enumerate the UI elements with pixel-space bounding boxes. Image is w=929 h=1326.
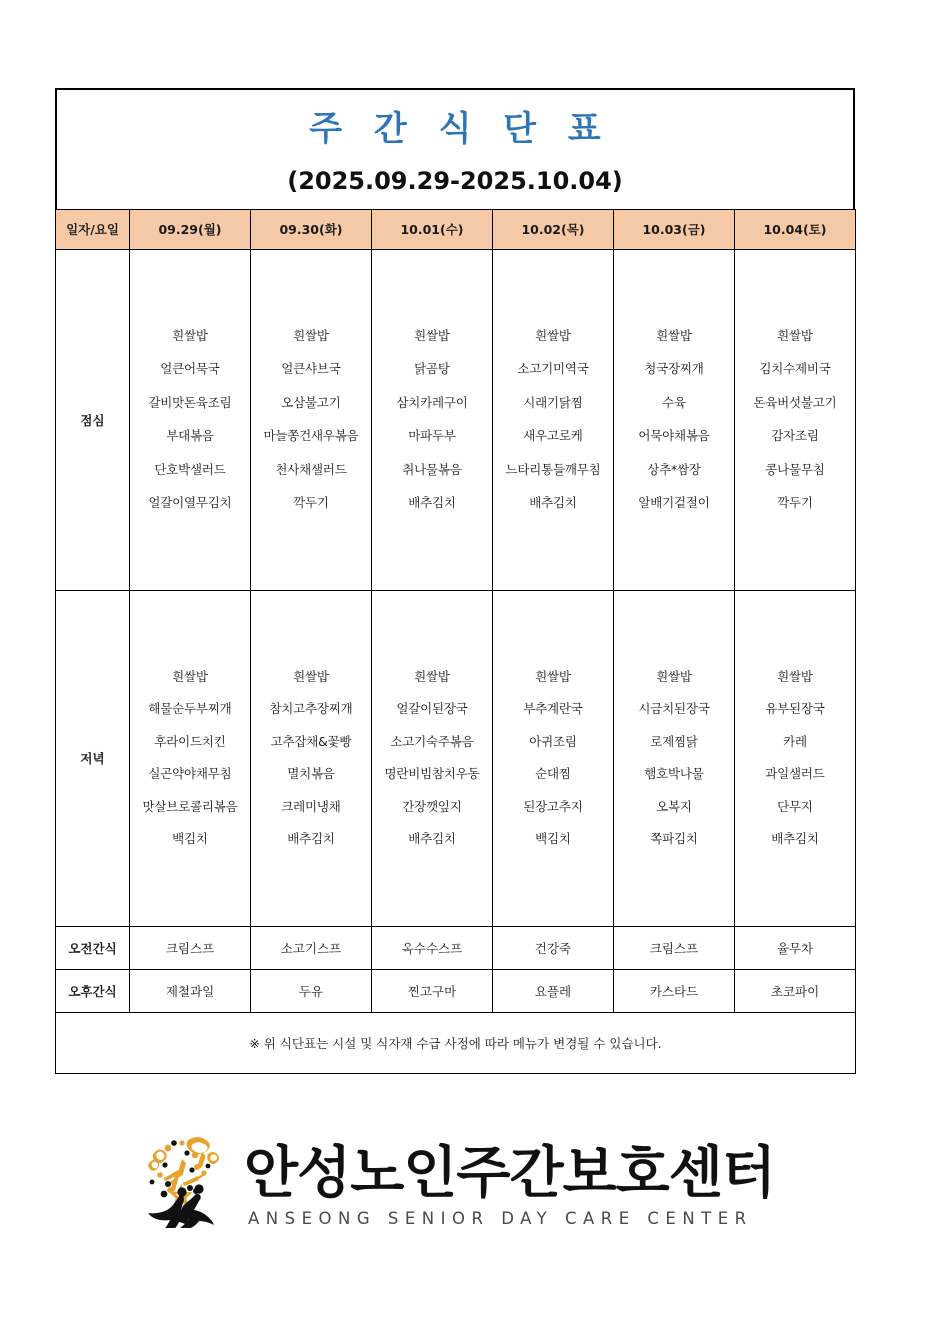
column-header-label: 일자/요일 xyxy=(56,209,130,249)
dish-item: 배추김치 xyxy=(529,495,577,510)
column-header-day-3: 10.01(수) xyxy=(372,209,493,249)
meal-cell-lunch-day-2 xyxy=(251,249,372,590)
dish-item: 해물순두부찌개 xyxy=(148,701,232,716)
meal-cell-dinner-day-3 xyxy=(372,590,493,926)
dish-item: 쪽파김치 xyxy=(650,831,698,846)
dish-item: 취나물볶음 xyxy=(402,461,462,477)
dish-item: 갈비맛돈육조림 xyxy=(148,394,232,410)
snack-cell-morning-day-4: 건강죽 xyxy=(493,926,614,969)
table-row-morning-snack xyxy=(56,926,856,969)
dish-item: 백김치 xyxy=(172,831,208,846)
dish-item: 오삼불고기 xyxy=(281,394,341,410)
meal-cell-lunch-day-1 xyxy=(130,249,251,590)
dish-item: 된장고추지 xyxy=(523,798,583,814)
meal-cell-lunch-day-5 xyxy=(614,249,735,590)
dish-item: 고추잡채&꽃빵 xyxy=(270,733,352,749)
dish-item: 유부된장국 xyxy=(765,701,825,716)
dish-item: 천사채샐러드 xyxy=(275,461,347,477)
row-label-dinner: 저녁 xyxy=(56,590,130,926)
dish-item: 흰쌀밥 xyxy=(535,327,571,343)
row-label-morning-snack: 오전간식 xyxy=(56,926,130,969)
dish-item: 햄호박나물 xyxy=(644,766,704,781)
dish-item: 수육 xyxy=(662,394,686,410)
title-block xyxy=(55,88,855,209)
dish-item: 마늘쫑건새우볶음 xyxy=(263,428,359,443)
dish-item: 부대볶음 xyxy=(166,428,214,443)
column-header-day-2: 09.30(화) xyxy=(251,209,372,249)
snack-cell-afternoon-day-3: 찐고구마 xyxy=(372,969,493,1012)
dish-item: 크레미냉채 xyxy=(281,798,341,814)
dish-item: 아귀조림 xyxy=(529,733,577,749)
dish-item: 청국장찌개 xyxy=(644,361,704,376)
column-header-day-1: 09.29(월) xyxy=(130,209,251,249)
date-range: (2025.09.29-2025.10.04) xyxy=(287,166,623,195)
snack-cell-morning-day-3: 옥수수스프 xyxy=(372,926,493,969)
dish-item: 과일샐러드 xyxy=(765,766,825,781)
meal-cell-dinner-day-4 xyxy=(493,590,614,926)
snack-cell-morning-day-6: 율무차 xyxy=(735,926,856,969)
dish-item: 흰쌀밥 xyxy=(172,668,208,684)
dish-item: 흰쌀밥 xyxy=(293,668,329,684)
dish-item: 마파두부 xyxy=(408,428,456,443)
dish-item: 느타리통들깨무침 xyxy=(505,461,601,477)
dish-item: 백김치 xyxy=(535,831,571,846)
dish-item: 부추계란국 xyxy=(523,701,583,716)
logo-text xyxy=(244,1141,775,1228)
dish-item: 흰쌀밥 xyxy=(414,327,450,343)
table-row-note xyxy=(56,1012,856,1073)
snack-cell-morning-day-1: 크림스프 xyxy=(130,926,251,969)
dish-item: 소고기미역국 xyxy=(517,361,589,376)
meal-cell-dinner-day-1 xyxy=(130,590,251,926)
dish-item: 삼치카레구이 xyxy=(396,394,468,410)
dish-item: 돈육버섯불고기 xyxy=(753,394,837,410)
dancing-figures-icon xyxy=(138,1128,230,1228)
dish-item: 단호박샐러드 xyxy=(154,461,226,477)
dish-item: 실곤약야채무침 xyxy=(148,766,232,781)
row-label-lunch: 점심 xyxy=(56,249,130,590)
dish-item: 시금치된장국 xyxy=(638,701,710,716)
snack-cell-afternoon-day-2: 두유 xyxy=(251,969,372,1012)
menu-change-note: ※ 위 식단표는 시설 및 식자재 수급 사정에 따라 메뉴가 변경될 수 있습니다. xyxy=(56,1012,856,1073)
dish-item: 맛살브로콜리볶음 xyxy=(142,798,238,814)
dish-item: 간장깻잎지 xyxy=(402,798,462,814)
dish-item: 카레 xyxy=(783,733,807,749)
dish-item: 새우고로케 xyxy=(523,428,583,443)
dish-item: 흰쌀밥 xyxy=(656,668,692,684)
dish-item: 알배기겉절이 xyxy=(638,495,710,510)
meal-cell-dinner-day-6 xyxy=(735,590,856,926)
dish-item: 깍두기 xyxy=(293,495,329,510)
snack-cell-afternoon-day-5: 카스타드 xyxy=(614,969,735,1012)
logo-name-korean: 안성노인주간보호센터 xyxy=(244,1141,775,1206)
dish-item: 흰쌀밥 xyxy=(172,327,208,343)
snack-cell-afternoon-day-6: 초코파이 xyxy=(735,969,856,1012)
snack-cell-afternoon-day-1: 제철과일 xyxy=(130,969,251,1012)
meal-cell-lunch-day-3 xyxy=(372,249,493,590)
dish-item: 얼갈이된장국 xyxy=(396,701,468,716)
dish-item: 오복지 xyxy=(656,798,692,814)
dish-item: 배추김치 xyxy=(408,495,456,510)
row-label-afternoon-snack: 오후간식 xyxy=(56,969,130,1012)
snack-cell-morning-day-5: 크림스프 xyxy=(614,926,735,969)
dish-item: 얼큰어묵국 xyxy=(160,361,220,376)
meal-cell-lunch-day-4 xyxy=(493,249,614,590)
dish-item: 얼큰샤브국 xyxy=(281,361,341,376)
center-logo xyxy=(138,1128,775,1228)
dish-item: 김치수제비국 xyxy=(759,361,831,376)
column-header-day-6: 10.04(토) xyxy=(735,209,856,249)
dish-item: 깍두기 xyxy=(777,495,813,510)
snack-cell-morning-day-2: 소고기스프 xyxy=(251,926,372,969)
dish-item: 단무지 xyxy=(777,798,813,814)
dish-item: 명란비빔참치우동 xyxy=(384,766,480,781)
dish-item: 소고기숙주볶음 xyxy=(390,733,474,749)
logo-name-english: ANSEONG SENIOR DAY CARE CENTER xyxy=(248,1209,753,1228)
dish-item: 후라이드치킨 xyxy=(154,733,226,749)
dish-item: 흰쌀밥 xyxy=(777,327,813,343)
dish-item: 참치고추장찌개 xyxy=(269,701,353,716)
meal-cell-lunch-day-6 xyxy=(735,249,856,590)
dish-item: 상추*쌈장 xyxy=(647,461,701,477)
dish-item: 멸치볶음 xyxy=(287,766,335,781)
menu-sheet xyxy=(55,88,855,1074)
dish-item: 콩나물무침 xyxy=(765,461,825,477)
page-title: 주 간 식 단 표 xyxy=(309,109,611,149)
dish-item: 닭곰탕 xyxy=(414,361,450,376)
dish-item: 배추김치 xyxy=(771,831,819,846)
dish-item: 흰쌀밥 xyxy=(414,668,450,684)
table-header-row xyxy=(56,209,856,249)
dish-item: 흰쌀밥 xyxy=(777,668,813,684)
meal-cell-dinner-day-2 xyxy=(251,590,372,926)
dish-item: 로제찜닭 xyxy=(650,733,698,749)
dish-item: 흰쌀밥 xyxy=(656,327,692,343)
table-row-dinner xyxy=(56,590,856,926)
dish-item: 순대찜 xyxy=(535,766,571,781)
dish-item: 어묵야채볶음 xyxy=(638,428,710,443)
dish-item: 배추김치 xyxy=(287,831,335,846)
column-header-day-4: 10.02(목) xyxy=(493,209,614,249)
snack-cell-afternoon-day-4: 요플레 xyxy=(493,969,614,1012)
column-header-day-5: 10.03(금) xyxy=(614,209,735,249)
dish-item: 흰쌀밥 xyxy=(293,327,329,343)
dish-item: 흰쌀밥 xyxy=(535,668,571,684)
weekly-menu-table xyxy=(55,209,856,1074)
dish-item: 얼갈이열무김치 xyxy=(148,495,232,510)
dish-item: 감자조림 xyxy=(771,428,819,443)
table-row-lunch xyxy=(56,249,856,590)
table-row-afternoon-snack xyxy=(56,969,856,1012)
meal-cell-dinner-day-5 xyxy=(614,590,735,926)
dish-item: 시래기닭찜 xyxy=(523,394,583,410)
dish-item: 배추김치 xyxy=(408,831,456,846)
